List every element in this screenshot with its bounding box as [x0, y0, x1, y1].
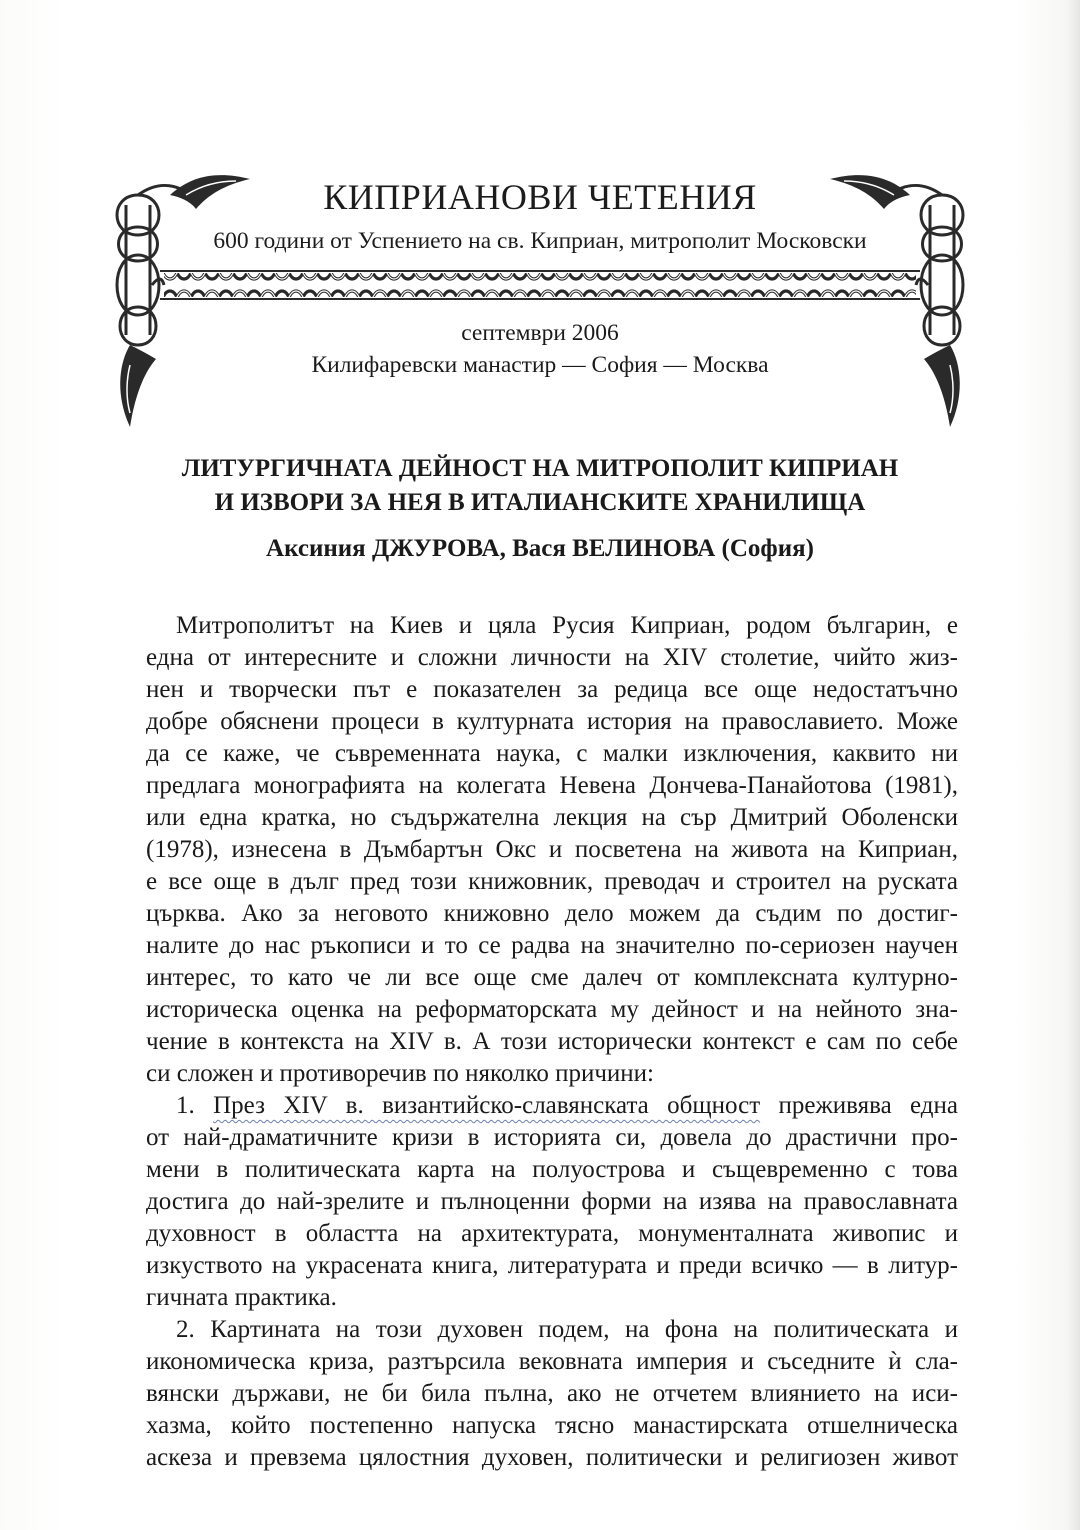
body-line: налите до нас ръкописи и то се радва на значително по-сериозен научен	[146, 932, 958, 959]
body-line: гичната практика.	[146, 1284, 337, 1311]
body-line: 2. Картината на този духовен подем, на фона на политическата и	[176, 1316, 958, 1343]
body-line: духовност в областта на архитектурата, монументалната живопис и	[146, 1220, 958, 1247]
body-line: или една кратка, но съдържателна лекция на сър Дмитрий Оболенски	[146, 804, 958, 831]
body-line: интерес, то като че ли все още сме далеч от комплексната културно-	[146, 964, 958, 991]
body-line: хазма, който постепенно напуска тясно манастирската отшелническа	[146, 1412, 958, 1439]
body-line: историческа оценка на реформаторската му дейност и на нейното зна-	[146, 996, 958, 1023]
series-places: Килифаревски манастир — София — Москва	[311, 352, 769, 378]
handwritten-underline-passage: През XIV в. византийско-славянската общност	[213, 1092, 761, 1119]
body-line: нен и творчески път е показателен за редица все още недостатъчно	[146, 676, 958, 703]
body-line: чение в контекста на XIV в. А този исторически контекст е сам по себе	[146, 1028, 958, 1055]
series-date: септември 2006	[461, 320, 619, 346]
body-line: Митрополитът на Киев и цяла Русия Киприан, родом българин, е	[176, 612, 958, 639]
body-line: си сложен и противоречив по няколко причини:	[146, 1060, 655, 1087]
point-1-rest: преживява една	[760, 1092, 958, 1119]
article-title-line-2: И ИЗВОРИ ЗА НЕЯ В ИТАЛИАНСКИТЕ ХРАНИЛИЩА	[214, 489, 866, 516]
body-line: мени в политическата карта на полуострова и същевременно с това	[146, 1156, 958, 1183]
body-line: от най-драматичните кризи в историята си, довела до драстични про-	[146, 1124, 958, 1151]
body-line: (1978), изнесена в Дъмбартън Окс и посветена на живота на Киприан,	[146, 836, 958, 863]
braid-band	[164, 273, 916, 297]
body-line: църква. Ако за неговото книжовно дело можем да съдим по достиг-	[146, 900, 958, 927]
article-body	[146, 610, 958, 1474]
body-line: да се каже, че съвременната наука, с малки изключения, каквито ни	[146, 740, 958, 767]
body-line: икономическа криза, разтърсила вековната империя и съседните ѝ сла-	[146, 1348, 958, 1375]
body-line: добре обяснени процеси в културната история на православието. Може	[146, 708, 958, 735]
body-line: достига до най-зрелите и пълноценни форми на изява на православната	[146, 1188, 958, 1215]
article-title-line-1: ЛИТУРГИЧНАТА ДЕЙНОСТ НА МИТРОПОЛИТ КИПРИАН	[181, 455, 899, 482]
point-1-number: 1.	[176, 1092, 214, 1119]
series-title: КИПРИАНОВИ ЧЕТЕНИЯ	[323, 177, 757, 217]
article-title	[0, 452, 1080, 520]
article-authors: Аксиния ДЖУРОВА, Вася ВЕЛИНОВА (София)	[266, 535, 814, 562]
body-line: е все още в дълг пред този книжовник, преводач и строител на руската	[146, 868, 958, 895]
point-1-first-line	[146, 1090, 958, 1122]
body-line: една от интересните и сложни личности на XIV столетие, чийто жиз-	[146, 644, 958, 671]
body-line: аскеза и превзема цялостния духовен, политически и религиозен живот	[146, 1444, 958, 1471]
body-line: предлага монографията на колегата Невена Дончева-Панайотова (1981),	[146, 772, 958, 799]
body-line: вянски държави, не би била пълна, ако не отчетем влиянието на иси-	[146, 1380, 958, 1407]
series-subtitle: 600 години от Успението на св. Киприан, митрополит Московски	[213, 228, 867, 254]
body-line: изкуството на украсената книга, литературата и преди всичко — в литур-	[146, 1252, 958, 1279]
